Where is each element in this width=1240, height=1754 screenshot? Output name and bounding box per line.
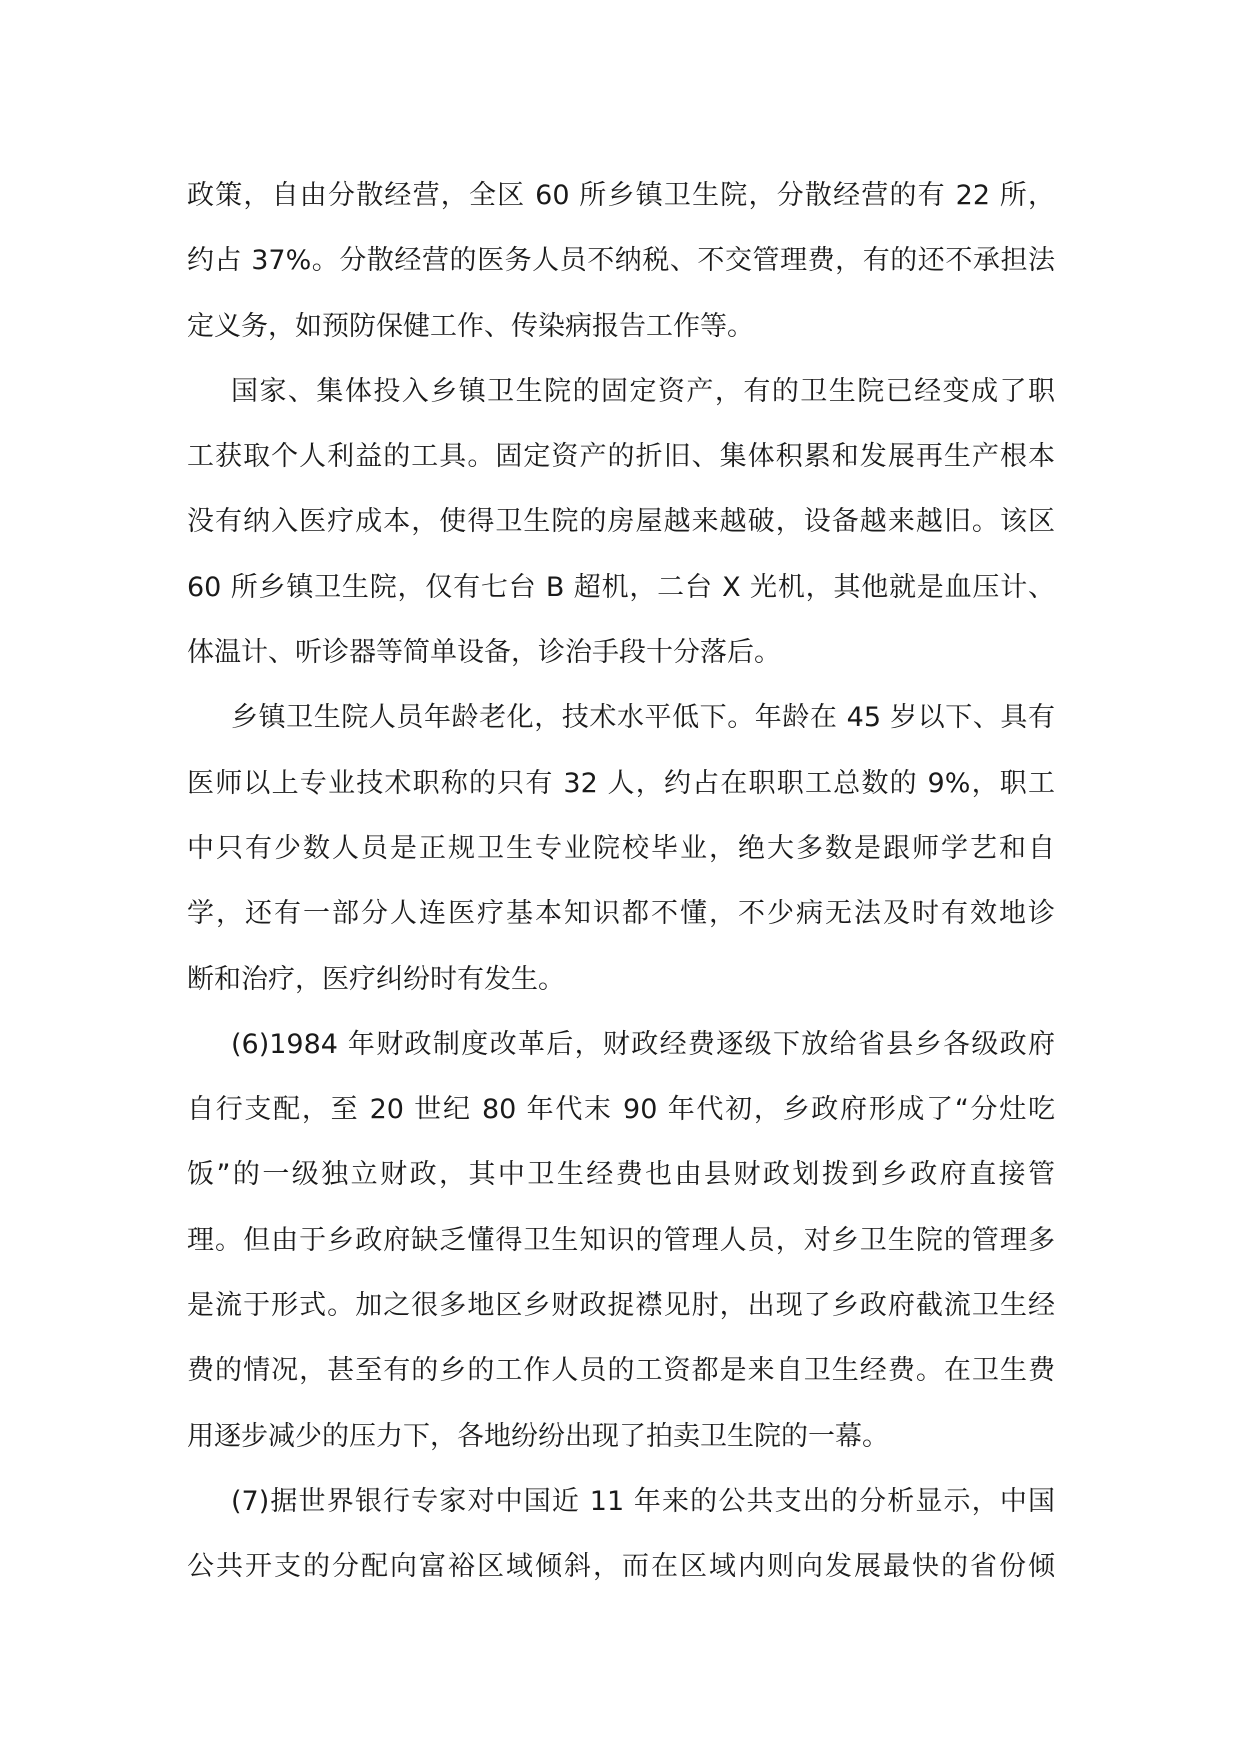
text-line: 定义务，如预防保健工作、传染病报告工作等。	[187, 310, 754, 342]
text-line: 学，还有一部分人连医疗基本知识都不懂，不少病无法及时有效地诊	[187, 898, 1055, 930]
text-line: (6)1984 年财政制度改革后，财政经费逐级下放给省县乡各级政府	[231, 1028, 1055, 1060]
paragraph	[187, 1469, 1055, 1600]
text-line: 工获取个人利益的工具。固定资产的折旧、集体积累和发展再生产根本	[187, 441, 1055, 473]
paragraph	[187, 163, 1055, 359]
text-line: 医师以上专业技术职称的只有 32 人，约占在职职工总数的 9%，职工	[187, 767, 1055, 799]
text-line: 没有纳入医疗成本，使得卫生院的房屋越来越破，设备越来越旧。该区	[187, 506, 1055, 538]
text-line: 国家、集体投入乡镇卫生院的固定资产，有的卫生院已经变成了职	[231, 375, 1055, 407]
text-line: 饭”的一级独立财政，其中卫生经费也由县财政划拨到乡政府直接管	[187, 1159, 1055, 1191]
text-line: 约占 37%。分散经营的医务人员不纳税、不交管理费，有的还不承担法	[187, 245, 1055, 277]
paragraph	[187, 359, 1055, 685]
paragraph	[187, 1012, 1055, 1469]
text-line: 中只有少数人员是正规卫生专业院校毕业，绝大多数是跟师学艺和自	[187, 832, 1055, 864]
paragraph	[187, 685, 1055, 1011]
text-line: 政策，自由分散经营，全区 60 所乡镇卫生院，分散经营的有 22 所，	[187, 180, 1055, 211]
text-line: 断和治疗，医疗纠纷时有发生。	[187, 963, 565, 995]
document-body	[187, 163, 1055, 1600]
text-line: 乡镇卫生院人员年龄老化，技术水平低下。年龄在 45 岁以下、具有	[231, 702, 1055, 734]
text-line: 是流于形式。加之很多地区乡财政捉襟见肘，出现了乡政府截流卫生经	[187, 1290, 1055, 1322]
text-line: 费的情况，甚至有的乡的工作人员的工资都是来自卫生经费。在卫生费	[187, 1355, 1055, 1387]
text-line: 用逐步减少的压力下，各地纷纷出现了拍卖卫生院的一幕。	[187, 1420, 889, 1452]
text-line: 自行支配，至 20 世纪 80 年代末 90 年代初，乡政府形成了“分灶吃	[187, 1094, 1055, 1126]
text-line: 体温计、听诊器等简单设备，诊治手段十分落后。	[187, 637, 781, 669]
text-line: 60 所乡镇卫生院，仅有七台 B 超机，二台 X 光机，其他就是血压计、	[187, 571, 1055, 603]
text-line: 理。但由于乡政府缺乏懂得卫生知识的管理人员，对乡卫生院的管理多	[187, 1224, 1055, 1256]
text-line: 公共开支的分配向富裕区域倾斜，而在区域内则向发展最快的省份倾	[187, 1551, 1055, 1583]
text-line: (7)据世界银行专家对中国近 11 年来的公共支出的分析显示，中国	[231, 1485, 1055, 1517]
